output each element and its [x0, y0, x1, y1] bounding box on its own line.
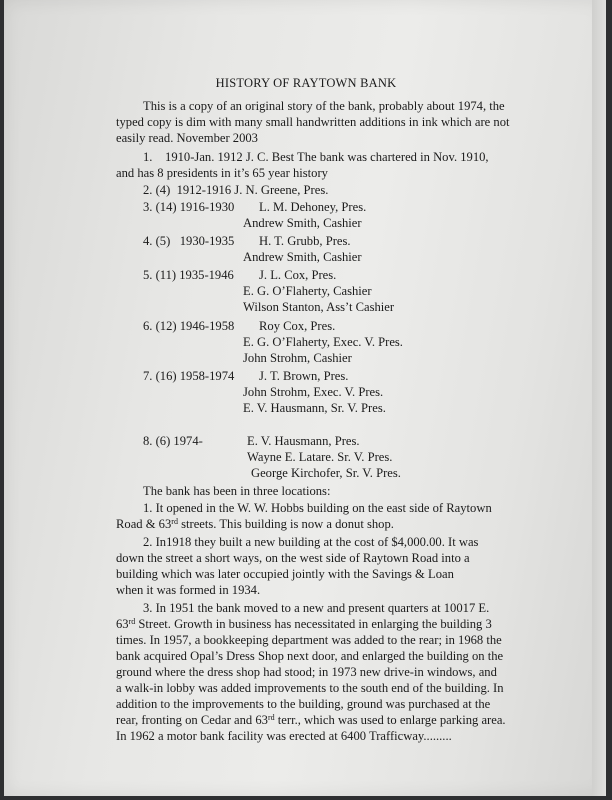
intro-line-1: This is a copy of an original story of the bank, probably about 1974, the — [143, 99, 505, 113]
president-4-name: H. T. Grubb, Pres. — [259, 234, 351, 248]
president-3-term: 3. (14) 1916-1930 — [143, 200, 235, 214]
intro-line-2: typed copy is dim with many small handwritten additions in ink which are not — [116, 115, 510, 129]
president-7-name: J. T. Brown, Pres. — [259, 369, 349, 383]
location-3-line-2: 63rd Street. Growth in business has necessitated in enlarging the building 3 — [116, 617, 492, 631]
page-edge — [592, 0, 606, 796]
location-3-line-1: 3. In 1951 the bank moved to a new and present quarters at 10017 E. — [143, 601, 490, 615]
location-3-line-4: bank acquired Opal’s Dress Shop next door, and enlarged the building on the — [116, 649, 504, 663]
president-3-name: L. M. Dehoney, Pres. — [259, 200, 367, 214]
location-3-line-6: a walk-in lobby was added improvements to the south end of the building. In — [116, 681, 504, 695]
president-8-term: 8. (6) 1974- — [143, 434, 203, 448]
location-2-line-1: 2. In1918 they built a new building at the cost of $4,000.00. It was — [143, 535, 479, 549]
location-2-line-3: building which was later occupied jointly with the Savings & Loan — [116, 567, 454, 581]
president-5-asst-cashier: Wilson Stanton, Ass’t Cashier — [243, 300, 395, 314]
location-3-line-7: addition to the improvements to the building, ground was purchased at the — [116, 697, 491, 711]
president-8-sr-vp-1: Wayne E. Latare. Sr. V. Pres. — [247, 450, 393, 464]
president-7-sr-vp: E. V. Hausmann, Sr. V. Pres. — [243, 401, 386, 415]
president-2: 2. (4) 1912-1916 J. N. Greene, Pres. — [143, 183, 329, 197]
president-5-term: 5. (11) 1935-1946 — [143, 268, 234, 282]
location-3-line-8: rear, fronting on Cedar and 63rd terr., which was used to enlarge parking area. — [116, 713, 506, 727]
president-6-term: 6. (12) 1946-1958 — [143, 319, 235, 333]
president-1-line-1: 1. 1910-Jan. 1912 J. C. Best The bank was chartered in Nov. 1910, — [143, 150, 489, 164]
president-8-name: E. V. Hausmann, Pres. — [247, 434, 360, 448]
president-6-exec-vp: E. G. O’Flaherty, Exec. V. Pres. — [243, 335, 403, 349]
president-6-cashier: John Strohm, Cashier — [243, 351, 352, 365]
location-1-line-1: 1. It opened in the W. W. Hobbs building on the east side of Raytown — [143, 501, 492, 515]
location-3-line-5: ground where the dress shop had stood; in 1973 new drive-in windows, and — [116, 665, 497, 679]
president-5-name: J. L. Cox, Pres. — [259, 268, 337, 282]
president-6-name: Roy Cox, Pres. — [259, 319, 336, 333]
location-1-line-2: Road & 63rd streets. This building is now a donut shop. — [116, 517, 394, 531]
location-2-line-4: when it was formed in 1934. — [116, 583, 261, 597]
president-1-line-2: and has 8 presidents in it’s 65 year history — [116, 166, 328, 180]
president-4-cashier: Andrew Smith, Cashier — [243, 250, 362, 264]
president-5-cashier: E. G. O’Flaherty, Cashier — [243, 284, 372, 298]
president-7-exec-vp: John Strohm, Exec. V. Pres. — [243, 385, 384, 399]
locations-intro: The bank has been in three locations: — [143, 484, 331, 498]
document-title: HISTORY OF RAYTOWN BANK — [215, 76, 397, 90]
president-8-sr-vp-2: George Kirchofer, Sr. V. Pres. — [251, 466, 401, 480]
intro-line-3: easily read. November 2003 — [116, 131, 258, 145]
president-4-term: 4. (5) 1930-1935 — [143, 234, 235, 248]
location-3-line-3: times. In 1957, a bookkeeping department was added to the rear; in 1968 the — [116, 633, 502, 647]
president-7-term: 7. (16) 1958-1974 — [143, 369, 235, 383]
president-3-cashier: Andrew Smith, Cashier — [243, 216, 362, 230]
location-3-line-9: In 1962 a motor bank facility was erected at 6400 Trafficway......... — [116, 729, 452, 743]
location-2-line-2: down the street a short ways, on the west side of Raytown Road into a — [116, 551, 470, 565]
